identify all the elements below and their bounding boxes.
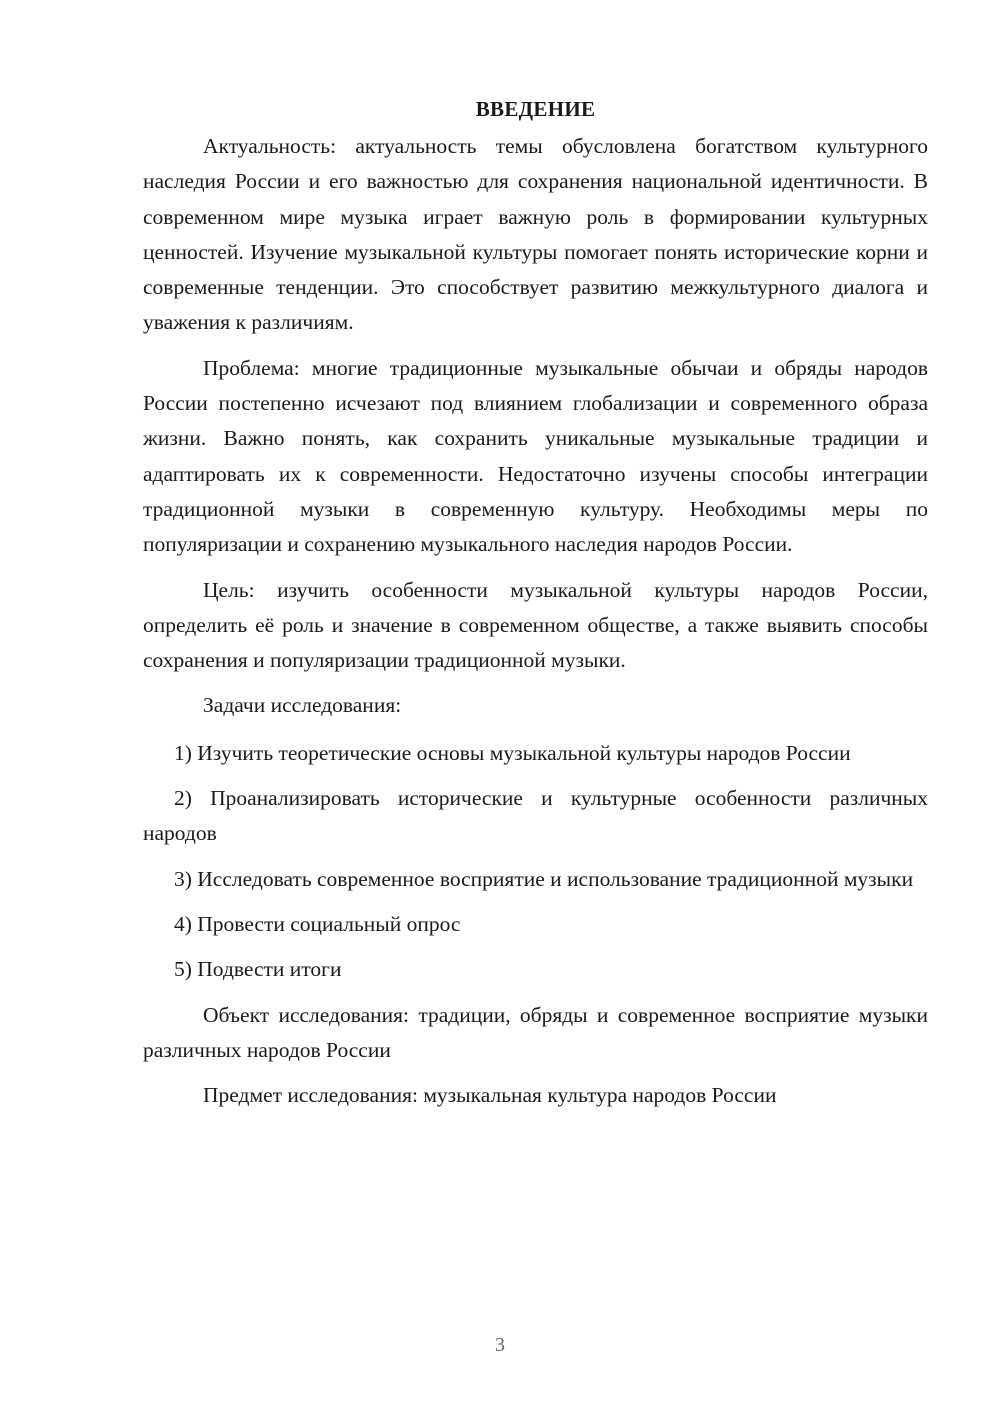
paragraph-relevance: Актуальность: актуальность темы обусловлена богатством культурного наследия России и его важностью для сохранения национальной идентичности. В современном мире музыка играет важную роль в формировании культурных ценностей. Изучение музыкальной культуры помогает понять исторические корни и современные тенденции. Это способствует развитию межкультурного диалога и уважения к различиям. bbox=[143, 134, 928, 335]
section-heading: ВВЕДЕНИЕ bbox=[475, 97, 596, 121]
tasks-list bbox=[143, 736, 928, 988]
document-page bbox=[143, 92, 928, 1123]
list-item: 2) Проанализировать исторические и культурные особенности различных народов bbox=[143, 786, 928, 846]
list-item: 1) Изучить теоретические основы музыкальной культуры народов России bbox=[174, 740, 851, 765]
paragraph-subject: Предмет исследования: музыкальная культура народов России bbox=[203, 1083, 777, 1108]
paragraph-object: Объект исследования: традиции, обряды и современное восприятие музыки различных народов России bbox=[143, 1002, 928, 1062]
list-item: 5) Подвести итоги bbox=[174, 957, 342, 982]
paragraph-tasks-title: Задачи исследования: bbox=[203, 693, 402, 718]
paragraph-goal: Цель: изучить особенности музыкальной культуры народов России, определить её роль и значение в современном обществе, а также выявить способы сохранения и популяризации традиционной музыки. bbox=[143, 577, 928, 673]
page-number: 3 bbox=[495, 1334, 505, 1356]
list-item: 3) Исследовать современное восприятие и использование традиционной музыки bbox=[174, 866, 914, 891]
paragraph-problem: Проблема: многие традиционные музыкальные обычаи и обряды народов России постепенно исчезают под влиянием глобализации и современного образа жизни. Важно понять, как сохранить уникальные музыкальные традиции и адаптировать их к современности. Недостаточно изучены способы интеграции традиционной музыки в современную культуру. Необходимы меры по популяризации и сохранению музыкального наследия народов России. bbox=[143, 355, 928, 557]
list-item: 4) Провести социальный опрос bbox=[174, 911, 461, 936]
